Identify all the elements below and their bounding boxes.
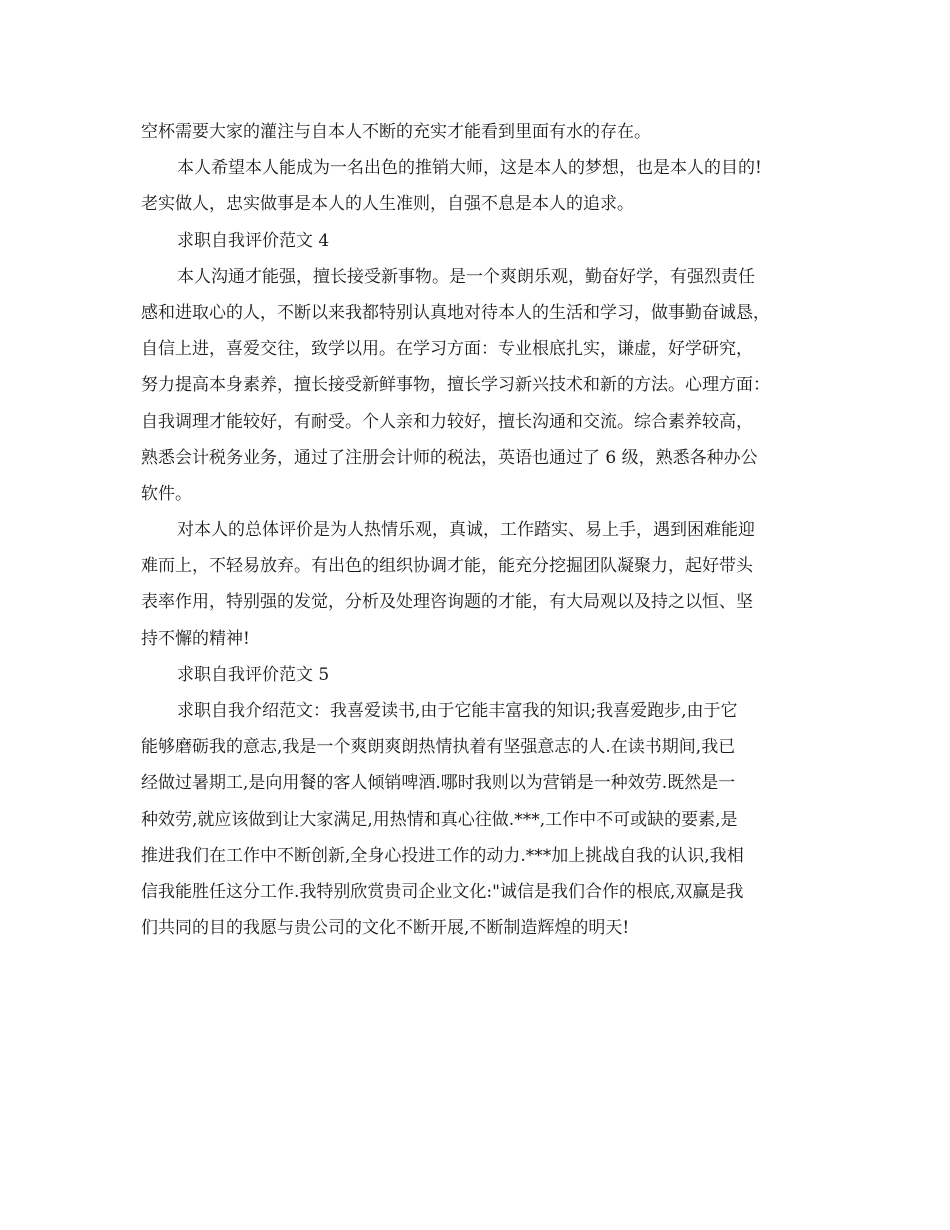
section-heading-5: 求职自我评价范文 5 — [177, 664, 330, 685]
text-line-3: 老实做人，忠实做事是本人的人生准则，自强不息是本人的追求。 — [141, 194, 634, 215]
section-heading-4: 求职自我评价范文 4 — [177, 230, 330, 251]
text-line-12: 对本人的总体评价是为人热情乐观，真诚，工作踏实、易上手，遇到困难能迎 — [177, 520, 755, 541]
text-line-5: 本人沟通才能强，擅长接受新事物。是一个爽朗乐观，勤奋好学，有强烈责任 — [177, 266, 755, 287]
text-line-9: 自我调理才能较好，有耐受。个人亲和力较好，擅长沟通和交流。综合素养较高， — [141, 411, 753, 432]
document-body — [141, 114, 821, 946]
text-line-10: 熟悉会计税务业务，通过了注册会计师的税法，英语也通过了 6 级，熟悉各种办公 — [141, 447, 758, 468]
text-line-2: 本人希望本人能成为一名出色的推销大师，这是本人的梦想，也是本人的目的! — [177, 158, 762, 179]
text-line-23: 们共同的目的我愿与贵公司的文化不断开展,不断制造辉煌的明天! — [141, 918, 630, 939]
text-line-11: 软件。 — [141, 483, 192, 504]
text-line-7: 自信上进，喜爱交往，致学以用。在学习方面：专业根底扎实，谦虚，好学研究， — [141, 339, 753, 360]
text-line-14: 表率作用，特别强的发觉，分析及处理咨询题的才能，有大局观以及持之以恒、坚 — [141, 592, 753, 613]
text-line-21: 推进我们在工作中不断创新,全身心投进工作的动力.***加上挑战自我的认识,我相 — [141, 845, 744, 866]
text-line-18: 能够磨砺我的意志,我是一个爽朗爽朗热情执着有坚强意志的人.在读书期间,我已 — [141, 737, 736, 758]
text-line-20: 种效劳,就应该做到让大家满足,用热情和真心往做.***,工作中不可或缺的要素,是 — [141, 809, 738, 830]
text-line-22: 信我能胜任这分工作.我特别欣赏贵司企业文化:"诚信是我们合作的根底,双赢是我 — [141, 881, 744, 902]
text-line-19: 经做过暑期工,是向用餐的客人倾销啤酒.哪时我则以为营销是一种效劳.既然是一 — [141, 773, 736, 794]
text-line-15: 持不懈的精神! — [141, 628, 250, 649]
text-line-1: 空杯需要大家的灌注与自本人不断的充实才能看到里面有水的存在。 — [141, 122, 651, 142]
text-line-13: 难而上，不轻易放弃。有出色的组织协调才能，能充分挖掘团队凝聚力，起好带头 — [141, 556, 753, 577]
text-line-8: 努力提高本身素养，擅长接受新鲜事物，擅长学习新兴技术和新的方法。心理方面： — [141, 375, 770, 396]
text-line-6: 感和进取心的人，不断以来我都特别认真地对待本人的生活和学习，做事勤奋诚恳， — [141, 302, 770, 323]
text-line-17: 求职自我介绍范文：我喜爱读书,由于它能丰富我的知识;我喜爱跑步,由于它 — [177, 701, 738, 721]
